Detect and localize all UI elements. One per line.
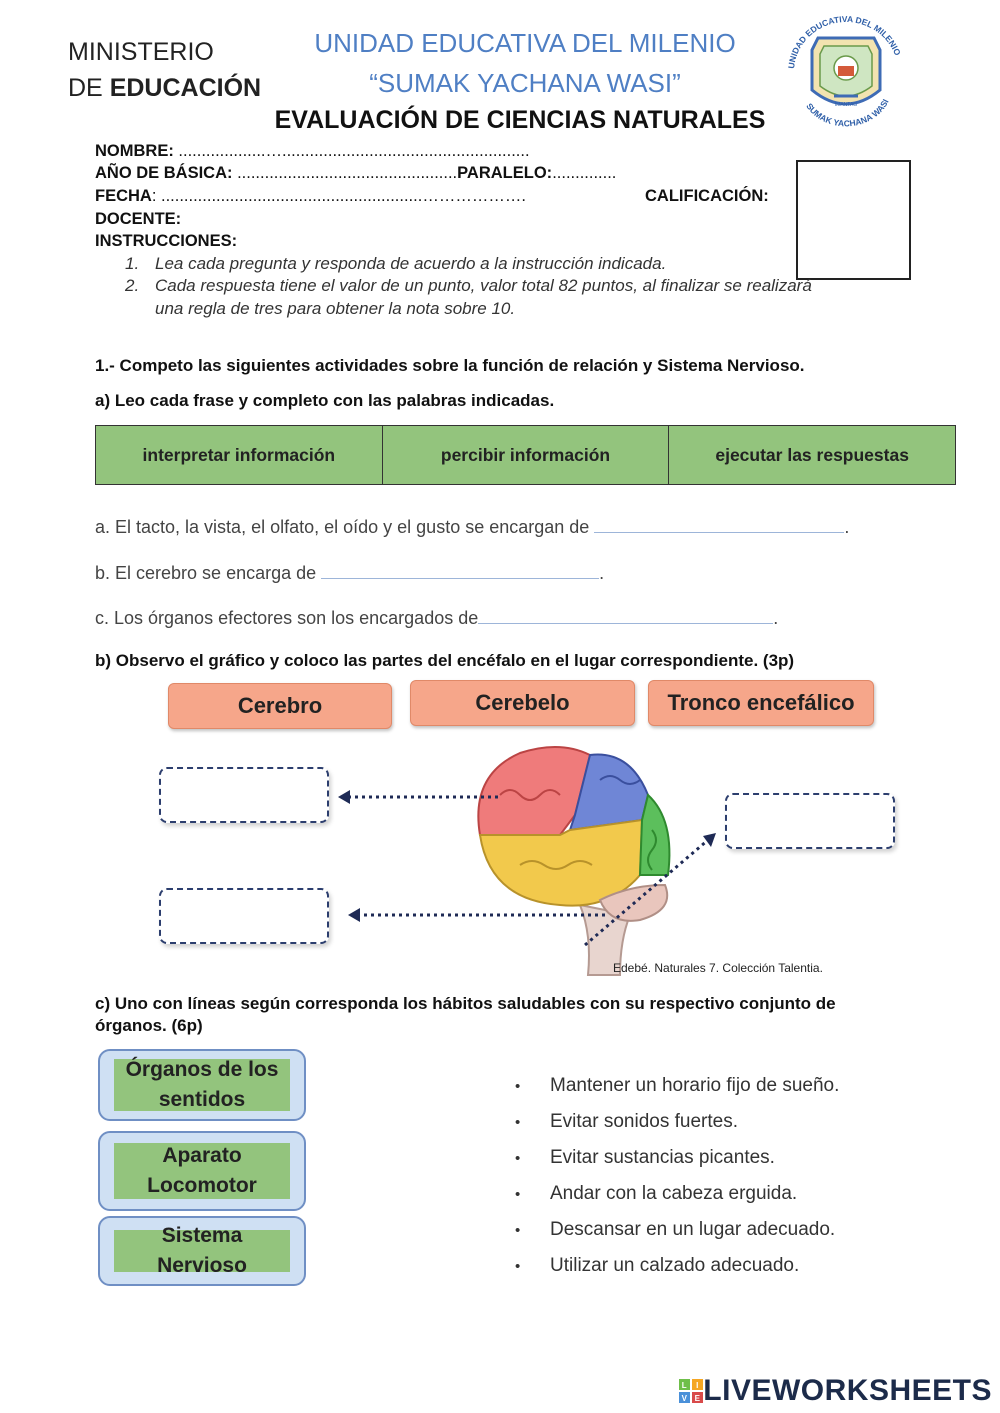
habit-item[interactable]: • Descansar en un lugar adecuado. (515, 1219, 836, 1240)
word-bank-item[interactable]: interpretar información (96, 426, 383, 485)
organ-group-sentidos[interactable] (98, 1049, 306, 1121)
word-bank-item[interactable]: ejecutar las respuestas (669, 426, 956, 485)
blank-b-input[interactable] (321, 560, 599, 579)
habit-item[interactable]: • Evitar sustancias picantes. (515, 1147, 775, 1168)
logo-letter-i: I (696, 1381, 700, 1390)
logo-letter-l: L (682, 1381, 688, 1390)
brain-illustration (330, 735, 730, 980)
sentence-a: a. El tacto, la vista, el olfato, el oído y el gusto se encargan de . (95, 514, 849, 538)
school-subtitle: “SUMAK YACHANA WASI” (369, 68, 681, 98)
instruction-2: 2. Cada respuesta tiene el valor de un punto, valor total 82 puntos, al finalizar se realizará (125, 276, 812, 295)
word-bank-item[interactable]: percibir información (382, 426, 669, 485)
chip-tronco-encefalico[interactable]: Tronco encefálico (648, 680, 874, 726)
liveworksheets-icon (679, 1379, 703, 1403)
docente-field[interactable]: DOCENTE: (95, 210, 182, 228)
drop-box-right[interactable] (725, 793, 895, 849)
image-credit: Edebé. Naturales 7. Colección Talentia. (613, 961, 823, 975)
school-name: UNIDAD EDUCATIVA DEL MILENIO (314, 28, 736, 58)
logo-letter-v: V (681, 1394, 688, 1403)
seal-small-text: IMANTAG (834, 102, 858, 108)
seal-bottom-text: SUMAK YACHANA WASI (804, 97, 891, 129)
ministry-logo-text (68, 34, 261, 106)
part-a-title: a) Leo cada frase y completo con las palabras indicadas. (95, 391, 555, 410)
instruction-1: 1. Lea cada pregunta y responda de acuerdo a la instrucción indicada. (125, 254, 667, 273)
calificacion-label: CALIFICACIÓN: (645, 187, 769, 205)
instruction-2-cont: una regla de tres para obtener la nota sobre 10. (155, 299, 516, 318)
ministry-line-1: MINISTERIO (68, 38, 214, 66)
drop-box-bottom-left[interactable] (159, 888, 329, 944)
sentence-c: c. Los órganos efectores son los encargados de . (95, 605, 778, 629)
part-c-title-line-1: c) Uno con líneas según corresponda los hábitos saludables con su respectivo conjunto de (95, 994, 836, 1013)
habit-item[interactable]: • Evitar sonidos fuertes. (515, 1111, 738, 1132)
part-b-title: b) Observo el gráfico y coloco las partes del encéfalo en el lugar correspondiente. (3p) (95, 651, 795, 670)
fecha-field[interactable]: FECHA: .........................................................………………. (95, 187, 526, 205)
seal-top-text: UNIDAD EDUCATIVA DEL MILENIO (786, 13, 903, 70)
habit-item[interactable]: • Mantener un horario fijo de sueño. (515, 1075, 840, 1096)
word-bank (95, 425, 956, 485)
habit-item[interactable]: • Utilizar un calzado adecuado. (515, 1255, 800, 1276)
habit-item[interactable]: • Andar con la cabeza erguida. (515, 1183, 798, 1204)
anio-paralelo-field[interactable]: AÑO DE BÁSICA: ................................................PARALELO:.............. (95, 164, 617, 182)
organ-group-label: Aparato Locomotor (114, 1143, 290, 1199)
instrucciones-label: INSTRUCCIONES: (95, 232, 238, 250)
chip-cerebelo[interactable]: Cerebelo (410, 680, 635, 726)
organ-group-locomotor[interactable] (98, 1131, 306, 1211)
ministry-line-2: DE EDUCACIÓN (68, 74, 262, 102)
sentence-b: b. El cerebro se encarga de . (95, 560, 604, 584)
brain-graphic (330, 735, 730, 980)
calificacion-box[interactable] (796, 160, 911, 280)
blank-a-input[interactable] (594, 514, 844, 533)
habits-list (515, 1071, 839, 1287)
blank-c-input[interactable] (478, 605, 773, 624)
organ-group-label: Sistema Nervioso (114, 1230, 290, 1272)
organ-group-nervioso[interactable] (98, 1216, 306, 1286)
nombre-field[interactable]: NOMBRE: ...................…...................................................... (95, 142, 530, 160)
chip-cerebro[interactable]: Cerebro (168, 683, 392, 729)
part-c-title-line-2: órganos. (6p) (95, 1016, 203, 1035)
logo-letter-e: E (694, 1394, 701, 1403)
liveworksheets-logo[interactable] (679, 1374, 992, 1408)
drop-box-top-left[interactable] (159, 767, 329, 823)
exam-title: EVALUACIÓN DE CIENCIAS NATURALES (274, 106, 766, 134)
organ-group-label: Órganos de los sentidos (114, 1059, 290, 1111)
liveworksheets-text: LIVEWORKSHEETS (703, 1374, 992, 1407)
section-1-title: 1.- Competo las siguientes actividades sobre la función de relación y Sistema Nervioso. (95, 356, 805, 375)
